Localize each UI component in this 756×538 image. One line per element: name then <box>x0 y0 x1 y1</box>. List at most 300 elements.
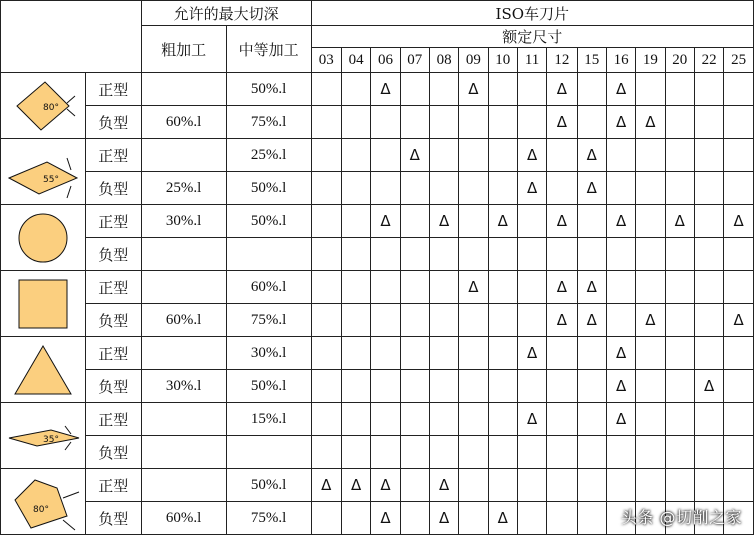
empty-size-cell <box>311 205 341 238</box>
empty-size-cell <box>665 436 694 469</box>
rough-depth-value: 30%.l <box>141 370 226 403</box>
empty-size-cell <box>459 172 488 205</box>
empty-size-cell <box>636 436 665 469</box>
rough-depth-value <box>141 436 226 469</box>
empty-size-cell <box>459 469 488 502</box>
size-col-header: 03 <box>311 48 341 73</box>
empty-size-cell <box>694 73 723 106</box>
empty-size-cell <box>459 205 488 238</box>
available-mark: Δ <box>400 139 429 172</box>
empty-size-cell <box>400 436 429 469</box>
available-mark: Δ <box>577 271 606 304</box>
rough-depth-value: 60%.l <box>141 106 226 139</box>
empty-size-cell <box>459 139 488 172</box>
empty-size-cell <box>400 172 429 205</box>
empty-size-cell <box>400 271 429 304</box>
empty-size-cell <box>400 205 429 238</box>
empty-size-cell <box>341 172 370 205</box>
size-col-header: 08 <box>429 48 458 73</box>
empty-size-cell <box>311 172 341 205</box>
rough-depth-value <box>141 271 226 304</box>
empty-size-cell <box>459 304 488 337</box>
empty-size-cell <box>547 238 577 271</box>
table-row <box>1 172 754 205</box>
available-mark: Δ <box>577 139 606 172</box>
empty-size-cell <box>341 370 370 403</box>
table-row <box>1 469 754 502</box>
size-col-header: 20 <box>665 48 694 73</box>
empty-size-cell <box>665 337 694 370</box>
rough-depth-value: 60%.l <box>141 304 226 337</box>
table-row <box>1 205 754 238</box>
empty-size-cell <box>311 304 341 337</box>
available-mark: Δ <box>606 337 635 370</box>
empty-size-cell <box>577 337 606 370</box>
empty-size-cell <box>429 172 458 205</box>
empty-size-cell <box>429 106 458 139</box>
insert-type-label: 正型 <box>85 337 141 370</box>
insert-type-label: 负型 <box>85 304 141 337</box>
empty-size-cell <box>400 502 429 535</box>
empty-size-cell <box>636 370 665 403</box>
insert-type-label: 正型 <box>85 403 141 436</box>
empty-size-cell <box>429 139 458 172</box>
available-mark: Δ <box>547 271 577 304</box>
empty-size-cell <box>517 238 546 271</box>
available-mark: Δ <box>694 370 723 403</box>
empty-size-cell <box>311 436 341 469</box>
empty-size-cell <box>517 106 546 139</box>
empty-size-cell <box>694 106 723 139</box>
empty-size-cell <box>606 469 635 502</box>
empty-size-cell <box>429 73 458 106</box>
rhombus-55-icon <box>5 142 81 202</box>
empty-size-cell <box>724 337 754 370</box>
empty-size-cell <box>311 370 341 403</box>
empty-size-cell <box>577 502 606 535</box>
empty-size-cell <box>311 106 341 139</box>
empty-size-cell <box>517 436 546 469</box>
empty-size-cell <box>341 205 370 238</box>
available-mark: Δ <box>488 205 517 238</box>
empty-size-cell <box>459 337 488 370</box>
available-mark: Δ <box>517 139 546 172</box>
available-mark: Δ <box>577 172 606 205</box>
empty-size-cell <box>665 172 694 205</box>
empty-size-cell <box>606 238 635 271</box>
empty-size-cell <box>694 337 723 370</box>
insert-shape-cell <box>1 403 86 469</box>
triangle-icon <box>5 340 81 400</box>
available-mark: Δ <box>429 205 458 238</box>
empty-size-cell <box>400 238 429 271</box>
empty-size-cell <box>459 106 488 139</box>
insert-shape-cell <box>1 205 86 271</box>
table-row <box>1 73 754 106</box>
empty-size-cell <box>694 403 723 436</box>
corner-cell <box>1 1 142 73</box>
empty-size-cell <box>371 238 400 271</box>
size-col-header: 19 <box>636 48 665 73</box>
available-mark: Δ <box>488 502 517 535</box>
available-mark: Δ <box>606 370 635 403</box>
empty-size-cell <box>371 139 400 172</box>
rough-depth-value <box>141 337 226 370</box>
empty-size-cell <box>371 271 400 304</box>
size-col-header: 10 <box>488 48 517 73</box>
empty-size-cell <box>577 238 606 271</box>
empty-size-cell <box>665 139 694 172</box>
available-mark: Δ <box>547 73 577 106</box>
empty-size-cell <box>694 172 723 205</box>
size-col-header: 09 <box>459 48 488 73</box>
empty-size-cell <box>724 238 754 271</box>
rough-depth-value: 60%.l <box>141 502 226 535</box>
insert-type-label: 负型 <box>85 370 141 403</box>
insert-shape-cell <box>1 469 86 535</box>
empty-size-cell <box>724 106 754 139</box>
empty-size-cell <box>341 139 370 172</box>
available-mark: Δ <box>341 469 370 502</box>
available-mark: Δ <box>429 502 458 535</box>
empty-size-cell <box>694 469 723 502</box>
empty-size-cell <box>665 469 694 502</box>
empty-size-cell <box>488 271 517 304</box>
insert-type-label: 负型 <box>85 106 141 139</box>
empty-size-cell <box>488 337 517 370</box>
rough-depth-value <box>141 469 226 502</box>
empty-size-cell <box>547 172 577 205</box>
available-mark: Δ <box>371 73 400 106</box>
empty-size-cell <box>577 370 606 403</box>
empty-size-cell <box>636 403 665 436</box>
available-mark: Δ <box>517 403 546 436</box>
available-mark: Δ <box>547 106 577 139</box>
available-mark: Δ <box>636 304 665 337</box>
empty-size-cell <box>459 436 488 469</box>
empty-size-cell <box>724 139 754 172</box>
table-row <box>1 337 754 370</box>
empty-size-cell <box>694 271 723 304</box>
empty-size-cell <box>311 238 341 271</box>
empty-size-cell <box>371 403 400 436</box>
empty-size-cell <box>429 337 458 370</box>
available-mark: Δ <box>517 337 546 370</box>
empty-size-cell <box>459 238 488 271</box>
empty-size-cell <box>547 436 577 469</box>
empty-size-cell <box>488 469 517 502</box>
table-row <box>1 271 754 304</box>
empty-size-cell <box>429 436 458 469</box>
empty-size-cell <box>400 337 429 370</box>
empty-size-cell <box>724 469 754 502</box>
available-mark: Δ <box>606 73 635 106</box>
empty-size-cell <box>517 370 546 403</box>
rated-size-header: 额定尺寸 <box>311 26 753 48</box>
circle-icon <box>5 208 81 268</box>
size-col-header: 12 <box>547 48 577 73</box>
iso-insert-header: ISO车刀片 <box>311 1 753 26</box>
empty-size-cell <box>371 436 400 469</box>
available-mark: Δ <box>606 106 635 139</box>
angle-label: 55° <box>43 174 59 185</box>
available-mark: Δ <box>459 271 488 304</box>
empty-size-cell <box>488 238 517 271</box>
rhombus-35-icon <box>5 406 81 466</box>
empty-size-cell <box>724 172 754 205</box>
empty-size-cell <box>577 73 606 106</box>
watermark: 头条 @切削之家 <box>620 508 742 527</box>
empty-size-cell <box>665 73 694 106</box>
empty-size-cell <box>694 205 723 238</box>
empty-size-cell <box>547 337 577 370</box>
empty-size-cell <box>636 205 665 238</box>
insert-shape-cell <box>1 139 86 205</box>
empty-size-cell <box>341 73 370 106</box>
empty-size-cell <box>488 106 517 139</box>
empty-size-cell <box>517 469 546 502</box>
table-row <box>1 139 754 172</box>
available-mark: Δ <box>517 172 546 205</box>
medium-depth-value: 75%.l <box>226 304 311 337</box>
medium-depth-value: 50%.l <box>226 73 311 106</box>
available-mark: Δ <box>547 304 577 337</box>
empty-size-cell <box>724 436 754 469</box>
empty-size-cell <box>606 139 635 172</box>
angle-label: 80° <box>43 102 59 113</box>
rough-depth-value <box>141 139 226 172</box>
available-mark: Δ <box>724 304 754 337</box>
empty-size-cell <box>577 205 606 238</box>
empty-size-cell <box>724 370 754 403</box>
size-col-header: 16 <box>606 48 635 73</box>
empty-size-cell <box>665 271 694 304</box>
empty-size-cell <box>724 403 754 436</box>
rough-depth-value: 30%.l <box>141 205 226 238</box>
empty-size-cell <box>488 139 517 172</box>
available-mark: Δ <box>665 205 694 238</box>
available-mark: Δ <box>371 205 400 238</box>
medium-depth-value: 30%.l <box>226 337 311 370</box>
empty-size-cell <box>400 73 429 106</box>
empty-size-cell <box>311 139 341 172</box>
empty-size-cell <box>341 304 370 337</box>
insert-type-label: 正型 <box>85 73 141 106</box>
insert-type-label: 正型 <box>85 205 141 238</box>
empty-size-cell <box>459 403 488 436</box>
available-mark: Δ <box>636 106 665 139</box>
medium-depth-value: 25%.l <box>226 139 311 172</box>
empty-size-cell <box>341 403 370 436</box>
empty-size-cell <box>488 436 517 469</box>
empty-size-cell <box>488 172 517 205</box>
rough-depth-value <box>141 238 226 271</box>
available-mark: Δ <box>371 502 400 535</box>
empty-size-cell <box>517 271 546 304</box>
empty-size-cell <box>665 304 694 337</box>
medium-depth-value: 60%.l <box>226 271 311 304</box>
empty-size-cell <box>341 271 370 304</box>
table-row <box>1 370 754 403</box>
medium-depth-value: 50%.l <box>226 172 311 205</box>
empty-size-cell <box>694 304 723 337</box>
medium-depth-value: 15%.l <box>226 403 311 436</box>
empty-size-cell <box>694 139 723 172</box>
empty-size-cell <box>488 370 517 403</box>
empty-size-cell <box>341 502 370 535</box>
empty-size-cell <box>341 238 370 271</box>
allow-depth-header: 允许的最大切深 <box>141 1 311 26</box>
table-row <box>1 403 754 436</box>
empty-size-cell <box>311 271 341 304</box>
empty-size-cell <box>547 403 577 436</box>
insert-type-label: 正型 <box>85 469 141 502</box>
empty-size-cell <box>606 271 635 304</box>
empty-size-cell <box>577 469 606 502</box>
empty-size-cell <box>665 370 694 403</box>
table-row <box>1 304 754 337</box>
empty-size-cell <box>724 73 754 106</box>
size-col-header: 06 <box>371 48 400 73</box>
size-col-header: 11 <box>517 48 546 73</box>
table-row <box>1 436 754 469</box>
size-col-header: 07 <box>400 48 429 73</box>
insert-shape-cell <box>1 271 86 337</box>
insert-type-label: 负型 <box>85 502 141 535</box>
empty-size-cell <box>341 337 370 370</box>
insert-shape-cell <box>1 337 86 403</box>
insert-type-label: 负型 <box>85 238 141 271</box>
empty-size-cell <box>311 73 341 106</box>
empty-size-cell <box>636 73 665 106</box>
square-icon <box>5 274 81 334</box>
pentagon-80-icon <box>5 472 81 532</box>
available-mark: Δ <box>459 73 488 106</box>
empty-size-cell <box>371 172 400 205</box>
medium-depth-value: 75%.l <box>226 502 311 535</box>
empty-size-cell <box>459 370 488 403</box>
empty-size-cell <box>517 73 546 106</box>
empty-size-cell <box>400 304 429 337</box>
empty-size-cell <box>606 304 635 337</box>
rough-depth-value <box>141 403 226 436</box>
available-mark: Δ <box>371 469 400 502</box>
rhombus-80-icon <box>5 76 81 136</box>
size-col-header: 25 <box>724 48 754 73</box>
empty-size-cell <box>341 436 370 469</box>
insert-type-label: 负型 <box>85 172 141 205</box>
empty-size-cell <box>488 304 517 337</box>
available-mark: Δ <box>606 403 635 436</box>
empty-size-cell <box>694 436 723 469</box>
empty-size-cell <box>400 106 429 139</box>
empty-size-cell <box>488 403 517 436</box>
medium-depth-value: 50%.l <box>226 205 311 238</box>
insert-type-label: 负型 <box>85 436 141 469</box>
empty-size-cell <box>429 403 458 436</box>
empty-size-cell <box>311 502 341 535</box>
empty-size-cell <box>371 304 400 337</box>
empty-size-cell <box>636 469 665 502</box>
empty-size-cell <box>547 370 577 403</box>
empty-size-cell <box>517 304 546 337</box>
empty-size-cell <box>606 172 635 205</box>
empty-size-cell <box>400 403 429 436</box>
empty-size-cell <box>665 238 694 271</box>
medium-header: 中等加工 <box>226 26 311 73</box>
empty-size-cell <box>517 502 546 535</box>
empty-size-cell <box>665 106 694 139</box>
available-mark: Δ <box>547 205 577 238</box>
empty-size-cell <box>547 139 577 172</box>
empty-size-cell <box>341 106 370 139</box>
empty-size-cell <box>636 271 665 304</box>
empty-size-cell <box>577 403 606 436</box>
empty-size-cell <box>400 469 429 502</box>
table-row <box>1 106 754 139</box>
available-mark: Δ <box>311 469 341 502</box>
empty-size-cell <box>606 436 635 469</box>
empty-size-cell <box>577 436 606 469</box>
empty-size-cell <box>517 205 546 238</box>
insert-type-label: 正型 <box>85 139 141 172</box>
empty-size-cell <box>488 73 517 106</box>
table-row <box>1 238 754 271</box>
empty-size-cell <box>459 502 488 535</box>
empty-size-cell <box>547 469 577 502</box>
empty-size-cell <box>636 139 665 172</box>
size-col-header: 04 <box>341 48 370 73</box>
angle-label: 35° <box>43 434 59 445</box>
medium-depth-value: 50%.l <box>226 469 311 502</box>
empty-size-cell <box>311 337 341 370</box>
empty-size-cell <box>429 238 458 271</box>
rough-header: 粗加工 <box>141 26 226 73</box>
available-mark: Δ <box>577 304 606 337</box>
size-col-header: 15 <box>577 48 606 73</box>
insert-type-label: 正型 <box>85 271 141 304</box>
empty-size-cell <box>724 271 754 304</box>
rough-depth-value <box>141 73 226 106</box>
angle-label: 80° <box>33 504 49 515</box>
medium-depth-value: 75%.l <box>226 106 311 139</box>
empty-size-cell <box>577 106 606 139</box>
empty-size-cell <box>371 337 400 370</box>
empty-size-cell <box>371 370 400 403</box>
empty-size-cell <box>429 304 458 337</box>
empty-size-cell <box>311 403 341 436</box>
available-mark: Δ <box>606 205 635 238</box>
insert-shape-cell <box>1 73 86 139</box>
empty-size-cell <box>429 271 458 304</box>
empty-size-cell <box>371 106 400 139</box>
rough-depth-value: 25%.l <box>141 172 226 205</box>
available-mark: Δ <box>429 469 458 502</box>
medium-depth-value <box>226 436 311 469</box>
available-mark: Δ <box>724 205 754 238</box>
empty-size-cell <box>547 502 577 535</box>
empty-size-cell <box>400 370 429 403</box>
size-col-header: 22 <box>694 48 723 73</box>
empty-size-cell <box>636 337 665 370</box>
empty-size-cell <box>665 403 694 436</box>
empty-size-cell <box>694 238 723 271</box>
medium-depth-value: 50%.l <box>226 370 311 403</box>
medium-depth-value <box>226 238 311 271</box>
empty-size-cell <box>636 238 665 271</box>
empty-size-cell <box>429 370 458 403</box>
empty-size-cell <box>636 172 665 205</box>
